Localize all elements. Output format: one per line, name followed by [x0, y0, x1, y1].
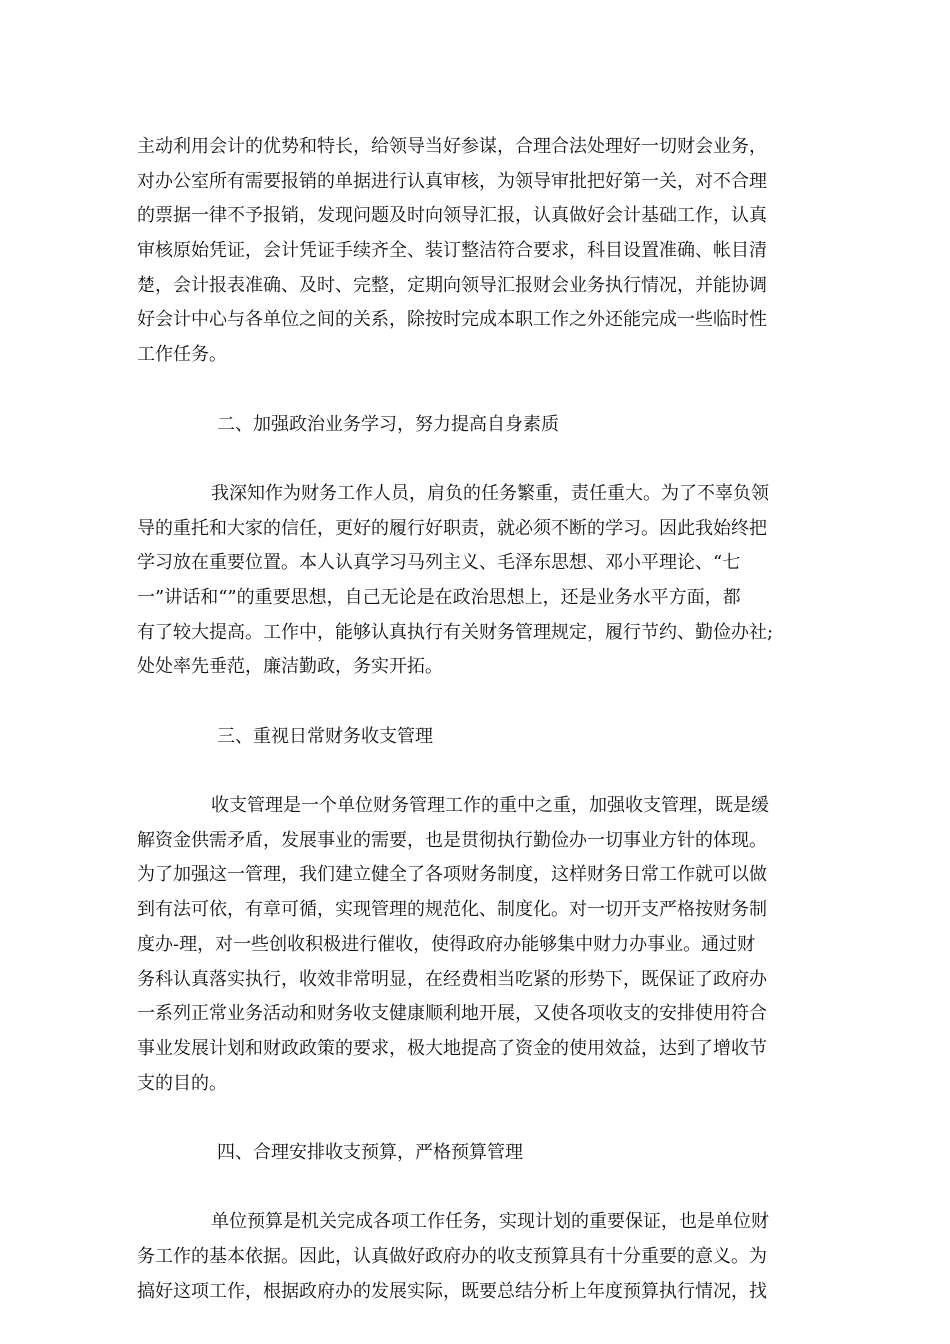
text-line: 有了较大提高。工作中，能够认真执行有关财务管理规定，履行节约、勤俭办社;	[137, 621, 774, 643]
paragraph-accounting-duties	[137, 130, 821, 373]
text-line: 搞好这项工作，根据政府办的发展实际，既要总结分析上年度预算执行情况，找	[137, 1280, 767, 1302]
paragraph-finance-management	[137, 789, 821, 1101]
paragraph-spacer	[137, 1171, 821, 1206]
text-line: 导的重托和大家的信任，更好的履行好职责，就必须不断的学习。因此我始终把	[137, 517, 767, 539]
text-line: 度办-理，对一些创收积极进行催收，使得政府办能够集中财力办事业。通过财	[137, 933, 756, 955]
paragraph-spacer	[137, 373, 821, 408]
paragraph-spacer	[137, 754, 821, 789]
section-heading-study: 二、加强政治业务学习，努力提高自身素质	[217, 413, 559, 435]
text-line: 审核原始凭证，会计凭证手续齐全、装订整洁符合要求，科目设置准确、帐目清	[137, 240, 767, 262]
paragraph-spacer	[137, 442, 821, 477]
text-line: 支的目的。	[137, 1072, 227, 1094]
section-heading-budget: 四、合理安排收支预算，严格预算管理	[217, 1141, 523, 1163]
text-line: 对办公室所有需要报销的单据进行认真审核，为领导审批把好第一关，对不合理	[137, 170, 767, 192]
text-line: 处处率先垂范，廉洁勤政，务实开拓。	[137, 656, 443, 678]
text-line: 解资金供需矛盾，发展事业的需要，也是贯彻执行勤俭办一切事业方针的体现。	[137, 829, 767, 851]
section-heading-finance-management: 三、重视日常财务收支管理	[217, 725, 433, 747]
text-line: 我深知作为财务工作人员，肩负的任务繁重，责任重大。为了不辜负领	[211, 482, 769, 504]
text-line: 单位预算是机关完成各项工作任务，实现计划的重要保证，也是单位财	[211, 1211, 769, 1233]
text-line: 到有法可依，有章可循，实现管理的规范化、制度化。对一切开支严格按财务制	[137, 899, 767, 921]
text-line: 务科认真落实执行，收效非常明显，在经费相当吃紧的形势下，既保证了政府办	[137, 968, 767, 990]
paragraph-study	[137, 477, 821, 685]
text-line: 事业发展计划和财政政策的要求，极大地提高了资金的使用效益，达到了增收节	[137, 1037, 767, 1059]
paragraph-budget	[137, 1205, 821, 1309]
text-line: 楚，会计报表准确、及时、完整，定期向领导汇报财会业务执行情况，并能协调	[137, 274, 767, 296]
text-line: 好会计中心与各单位之间的关系，除按时完成本职工作之外还能完成一些临时性	[137, 309, 767, 331]
text-line: 收支管理是一个单位财务管理工作的重中之重，加强收支管理，既是缓	[211, 795, 769, 817]
paragraph-spacer	[137, 1101, 821, 1136]
text-line: 的票据一律不予报销，发现问题及时向领导汇报，认真做好会计基础工作，认真	[137, 205, 767, 227]
text-line: 一”讲话和“”的重要思想，自己无论是在政治思想上，还是业务水平方面，都	[137, 586, 741, 608]
text-line: 工作任务。	[137, 344, 227, 366]
document-body	[137, 130, 821, 1309]
text-line: 务工作的基本依据。因此，认真做好政府办的收支预算具有十分重要的意义。为	[137, 1246, 767, 1267]
text-line: 为了加强这一管理，我们建立健全了各项财务制度，这样财务日常工作就可以做	[137, 864, 767, 886]
text-line: 一系列正常业务活动和财务收支健康顺利地开展，又使各项收支的安排使用符合	[137, 1003, 767, 1025]
text-line: 主动利用会计的优势和特长，给领导当好参谋，合理合法处理好一切财会业务，	[137, 136, 767, 157]
text-line: 学习放在重要位置。本人认真学习马列主义、毛泽东思想、邓小平理论、“七	[137, 552, 741, 574]
paragraph-spacer	[137, 685, 821, 720]
